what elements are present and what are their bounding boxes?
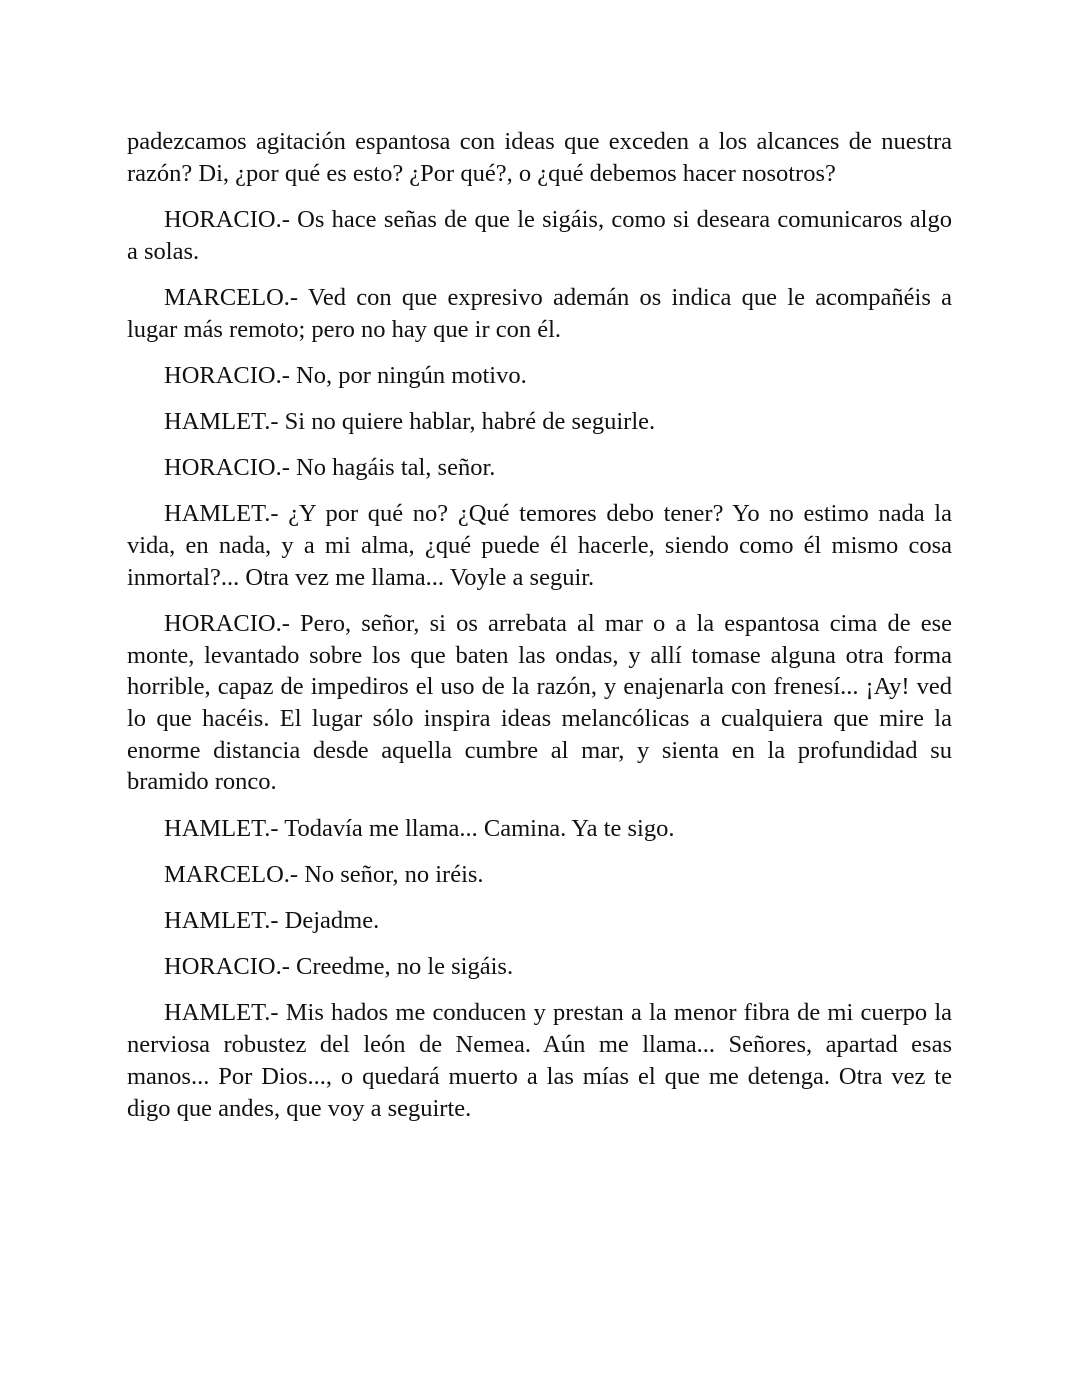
opening-paragraph: padezcamos agitación espantosa con ideas que exceden a los alcances de nuestra razón? Di, ¿por qué es esto? ¿Por qué?, o ¿qué debemos hacer nosotros? [127,128,952,187]
speech-text: Creedme, no le sigáis. [289,953,514,981]
dialogue-line [127,608,952,798]
speaker-name: HAMLET.- [164,814,279,842]
speaker-name: HORACIO.- [164,361,290,389]
dialogue-line [127,282,952,345]
speaker-name: HAMLET.- [164,907,279,935]
speech-text: Mis hados me conducen y prestan a la menor fibra de mi cuerpo la nerviosa robustez del león de Nemea. Aún me llama... Señores, apartad esas manos... Por Dios..., o quedará muerto a las mías el que me detenga. Otra vez te digo que andes, que voy a seguirte. [127,999,952,1122]
speaker-name: MARCELO.- [164,283,299,311]
speech-text: Pero, señor, si os arrebata al mar o a la espantosa cima de ese monte, levantado sobre los que baten las ondas, y allí tomase alguna otra forma horrible, capaz de impediros el uso de la razón, y enajenarla con frenesí... ¡Ay! ved lo que hacéis. El lugar sólo inspira ideas melancólicas a cualquiera que mire la enorme distancia desde aquella cumbre al mar, y sienta en la profundidad su bramido ronco. [127,609,952,796]
document-page [127,126,952,1139]
dialogue-line [127,813,952,845]
dialogue-line [127,452,952,484]
speaker-name: MARCELO.- [164,860,299,888]
speech-text: ¿Y por qué no? ¿Qué temores debo tener? Yo no estimo nada la vida, en nada, y a mi alma, ¿qué puede él hacerle, siendo como él mismo cosa inmortal?... Otra vez me llama... Voyle a seguir. [127,500,952,591]
dialogue-line [127,498,952,593]
speech-text: No hagáis tal, señor. [289,454,496,482]
speech-text: Os hace señas de que le sigáis, como si deseara comunicaros algo a solas. [127,205,952,265]
dialogue-line [127,905,952,937]
speech-text: Todavía me llama... Camina. Ya te sigo. [278,814,675,842]
speaker-name: HAMLET.- [164,500,279,528]
dialogue-line [127,951,952,983]
speaker-name: HAMLET.- [164,407,279,435]
dialogue-line [127,997,952,1124]
dialogue-line [127,204,952,267]
speaker-name: HORACIO.- [164,205,290,233]
speech-text: Dejadme. [278,907,380,935]
speech-text: No, por ningún motivo. [289,361,527,389]
speaker-name: HAMLET.- [164,999,279,1027]
speaker-name: HORACIO.- [164,454,290,482]
dialogue-line [127,406,952,438]
speaker-name: HORACIO.- [164,609,290,637]
dialogue-line [127,859,952,891]
dialogue-line [127,360,952,392]
speech-text: Ved con que expresivo ademán os indica que le acompañéis a lugar más remoto; pero no hay que ir con él. [127,283,952,343]
speaker-name: HORACIO.- [164,953,290,981]
speech-text: Si no quiere hablar, habré de seguirle. [278,407,656,435]
speech-text: No señor, no iréis. [298,860,484,888]
